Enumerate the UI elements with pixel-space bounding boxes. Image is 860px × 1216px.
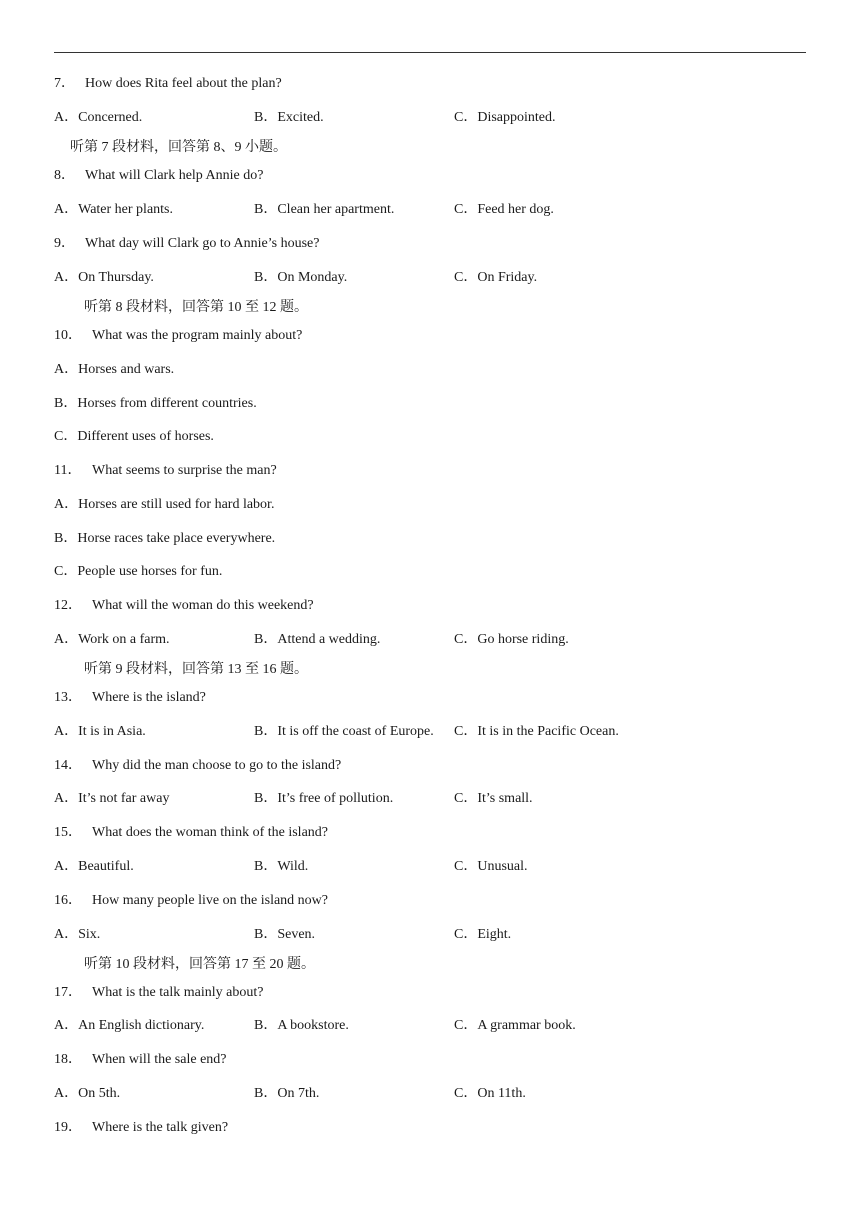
question-number: 15．	[54, 825, 82, 840]
question-text: What does the woman think of the island?	[92, 825, 328, 840]
option-b: B．On Monday.	[254, 270, 348, 285]
section-instruction: 听第 9 段材料，回答第 13 至 16 题。	[84, 662, 308, 677]
question-7	[54, 75, 282, 93]
option-a: A．An English dictionary.	[54, 1018, 205, 1033]
question-text: What will Clark help Annie do?	[85, 168, 264, 183]
question-number: 19．	[54, 1120, 82, 1135]
option-c: C．On Friday.	[454, 270, 538, 285]
option-a: A．On Thursday.	[54, 270, 154, 285]
option-a: A．It’s not far away	[54, 791, 170, 806]
question-9	[54, 235, 319, 253]
option-a: A．Six.	[54, 927, 101, 942]
option-a: A．Beautiful.	[54, 859, 134, 874]
option-b: B．On 7th.	[254, 1086, 320, 1101]
option-c: C．It is in the Pacific Ocean.	[454, 724, 619, 739]
question-13	[54, 689, 206, 707]
option-c: C．On 11th.	[454, 1086, 526, 1101]
option-b: B．It is off the coast of Europe.	[254, 724, 434, 739]
question-number: 9．	[54, 236, 75, 251]
question-10	[54, 327, 302, 345]
question-text: What day will Clark go to Annie’s house?	[85, 236, 320, 251]
question-text: When will the sale end?	[92, 1052, 227, 1067]
question-number: 7．	[54, 76, 75, 91]
question-number: 16．	[54, 893, 82, 908]
option-c: C．Eight.	[454, 927, 512, 942]
option-b: B．Seven.	[254, 927, 316, 942]
option-b: B．Excited.	[254, 110, 324, 125]
question-16	[54, 892, 328, 910]
question-8	[54, 167, 263, 185]
section-instruction: 听第 8 段材料，回答第 10 至 12 题。	[84, 300, 308, 315]
option-c: C．Unusual.	[454, 859, 528, 874]
option-b: B．Horses from different countries.	[54, 396, 257, 411]
question-18	[54, 1051, 227, 1069]
question-number: 18．	[54, 1052, 82, 1067]
option-a: A．Horses and wars.	[54, 362, 175, 377]
question-text: How does Rita feel about the plan?	[85, 76, 282, 91]
question-text: What was the program mainly about?	[92, 328, 303, 343]
section-instruction: 听第 10 段材料，回答第 17 至 20 题。	[84, 957, 315, 972]
question-number: 12．	[54, 598, 82, 613]
option-a: A．Work on a farm.	[54, 632, 170, 647]
option-b: B．Wild.	[254, 859, 309, 874]
question-11	[54, 462, 277, 480]
question-text: Where is the island?	[92, 690, 206, 705]
option-a: A．On 5th.	[54, 1086, 121, 1101]
question-number: 8．	[54, 168, 75, 183]
option-b: B．Clean her apartment.	[254, 202, 395, 217]
question-text: What is the talk mainly about?	[92, 985, 264, 1000]
question-number: 11．	[54, 463, 82, 478]
question-14	[54, 757, 341, 775]
option-c: C．It’s small.	[454, 791, 533, 806]
option-a: A．It is in Asia.	[54, 724, 146, 739]
header-rule	[54, 52, 806, 53]
question-text: Why did the man choose to go to the island?	[92, 758, 342, 773]
option-c: C．Go horse riding.	[454, 632, 569, 647]
question-text: Where is the talk given?	[92, 1120, 229, 1135]
question-text: How many people live on the island now?	[92, 893, 329, 908]
option-a: A．Concerned.	[54, 110, 143, 125]
option-c: C．Different uses of horses.	[54, 429, 214, 444]
question-number: 14．	[54, 758, 82, 773]
option-c: C．A grammar book.	[454, 1018, 576, 1033]
option-b: B．It’s free of pollution.	[254, 791, 394, 806]
option-a: A．Horses are still used for hard labor.	[54, 497, 275, 512]
option-c: C．Disappointed.	[454, 110, 556, 125]
question-17	[54, 984, 263, 1002]
question-text: What will the woman do this weekend?	[92, 598, 314, 613]
option-c: C．Feed her dog.	[454, 202, 554, 217]
option-c: C．People use horses for fun.	[54, 564, 223, 579]
option-a: A．Water her plants.	[54, 202, 173, 217]
option-b: B．Horse races take place everywhere.	[54, 531, 276, 546]
question-number: 13．	[54, 690, 82, 705]
option-b: B．Attend a wedding.	[254, 632, 381, 647]
question-15	[54, 824, 328, 842]
question-number: 10．	[54, 328, 82, 343]
question-number: 17．	[54, 985, 82, 1000]
question-text: What seems to surprise the man?	[92, 463, 277, 478]
option-b: B．A bookstore.	[254, 1018, 349, 1033]
section-instruction: 听第 7 段材料，回答第 8、9 小题。	[70, 140, 287, 155]
question-12	[54, 597, 314, 615]
question-19	[54, 1119, 228, 1137]
